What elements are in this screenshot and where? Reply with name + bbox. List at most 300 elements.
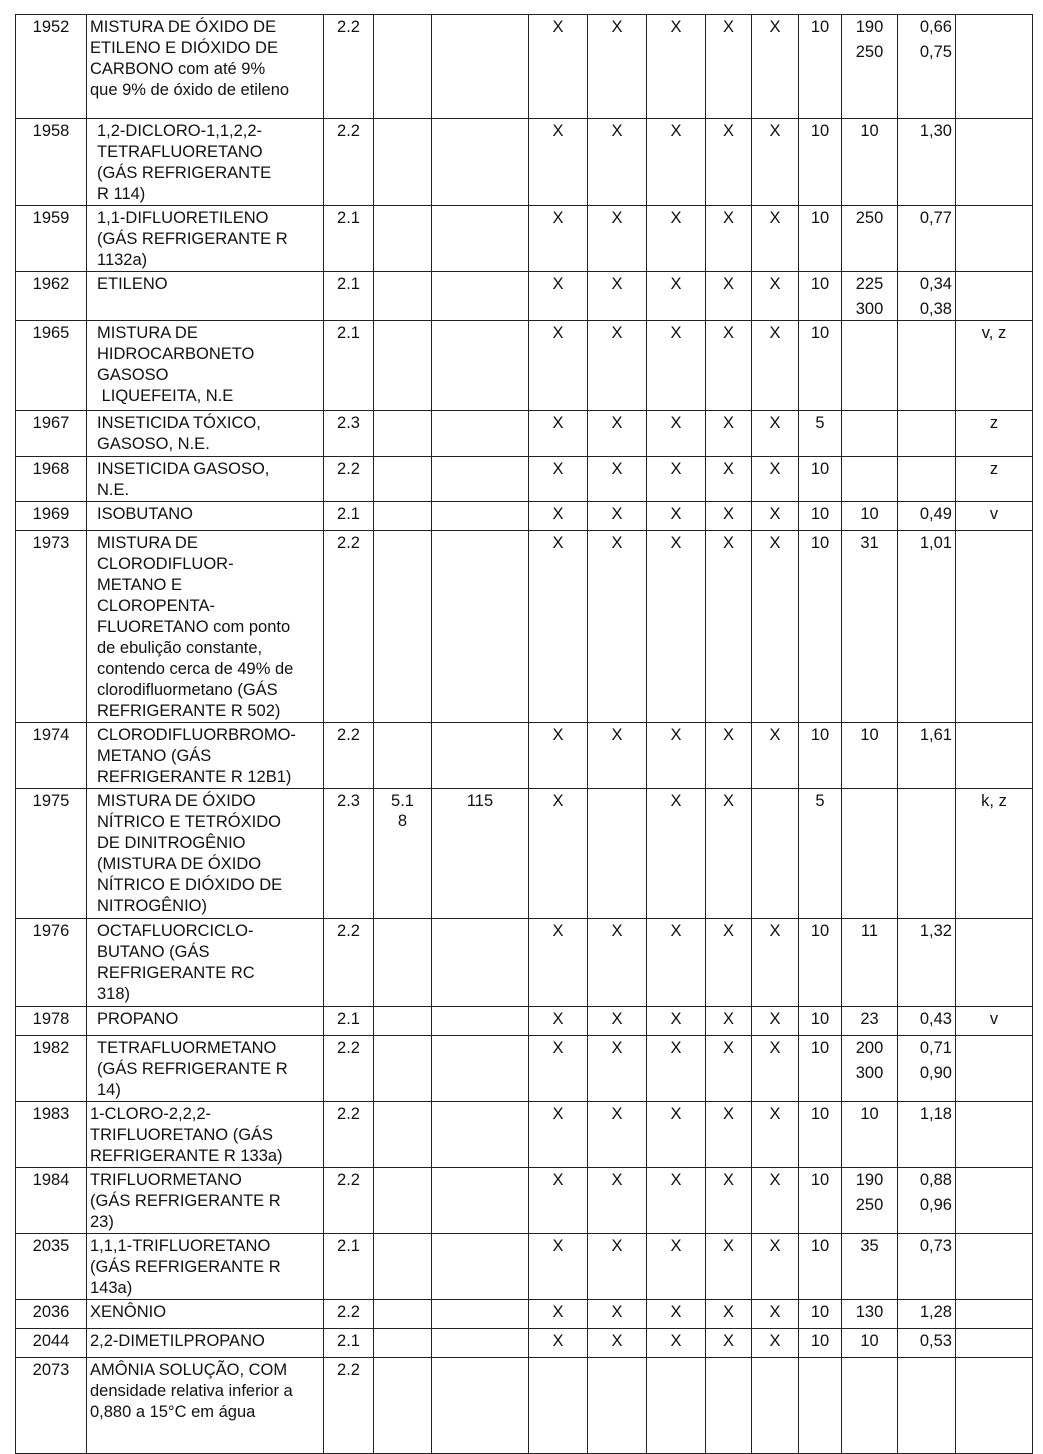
name-line: PROPANO <box>97 1010 179 1028</box>
lc50-cell <box>432 1329 529 1358</box>
substance-name-cell <box>87 1234 324 1300</box>
cell-line: 1,30 <box>919 122 952 140</box>
test-pressure-cell <box>842 1234 898 1300</box>
subsidiary-risk-cell <box>374 321 432 411</box>
cell-line: 0,38 <box>919 300 952 318</box>
un-number-cell: 2036 <box>16 1300 87 1329</box>
cell-line: 130 <box>855 1303 884 1321</box>
test-pressure-cell <box>842 789 898 919</box>
filling-ratio-cell <box>898 1300 956 1329</box>
table-row <box>16 119 1033 206</box>
filling-ratio-cell <box>898 15 956 119</box>
subsidiary-risk-cell <box>374 272 432 321</box>
name-line: HIDROCARBONETO <box>97 345 255 363</box>
name-line: (GÁS REFRIGERANTE R <box>90 1192 281 1210</box>
table-row <box>16 919 1033 1007</box>
table-row <box>16 1007 1033 1036</box>
class-cell: 2.3 <box>324 411 374 457</box>
name-line: CLORODIFLUORBROMO- <box>97 726 296 744</box>
name-line: REFRIGERANTE R 133a) <box>90 1147 283 1165</box>
cylinder-mark-cell: X <box>706 411 752 457</box>
filling-ratio-cell <box>898 206 956 272</box>
name-line: que 9% de óxido de etileno <box>90 81 290 99</box>
name-line: NÍTRICO E DIÓXIDO DE <box>97 876 283 894</box>
cylinder-mark-cell: X <box>706 1007 752 1036</box>
substance-name-cell <box>87 1007 324 1036</box>
special-provisions-cell <box>956 1102 1033 1168</box>
substance-name-cell <box>87 1300 324 1329</box>
test-period-cell: 10 <box>799 502 842 531</box>
cylinder-mark-cell: X <box>529 1036 588 1102</box>
un-number-cell: 1982 <box>16 1036 87 1102</box>
name-line: NÍTRICO E TETRÓXIDO <box>97 813 281 831</box>
un-number-cell: 1978 <box>16 1007 87 1036</box>
un-number-cell: 2044 <box>16 1329 87 1358</box>
subsidiary-risk-cell <box>374 1007 432 1036</box>
cylinder-mark-cell: X <box>706 1102 752 1168</box>
name-line: MISTURA DE ÓXIDO DE <box>90 18 277 36</box>
cylinder-mark-cell: X <box>752 321 799 411</box>
test-pressure-cell <box>842 1300 898 1329</box>
cylinder-mark-cell: X <box>647 789 706 919</box>
test-period-cell: 5 <box>799 411 842 457</box>
special-provisions-cell: k, z <box>956 789 1033 919</box>
substance-name-cell <box>87 411 324 457</box>
substance-name-cell <box>87 321 324 411</box>
cylinder-mark-cell <box>706 1358 752 1454</box>
cylinder-mark-cell: X <box>588 1036 647 1102</box>
name-line: densidade relativa inferior a <box>90 1382 293 1400</box>
cylinder-mark-cell: X <box>706 457 752 502</box>
class-cell: 2.2 <box>324 119 374 206</box>
lc50-cell <box>432 206 529 272</box>
lc50-cell <box>432 272 529 321</box>
table-row <box>16 723 1033 789</box>
cylinder-mark-cell: X <box>529 321 588 411</box>
table-row <box>16 206 1033 272</box>
test-pressure-cell <box>842 15 898 119</box>
special-provisions-cell: v <box>956 502 1033 531</box>
special-provisions-cell <box>956 1300 1033 1329</box>
name-line: CARBONO com até 9% <box>90 60 266 78</box>
cylinder-mark-cell: X <box>529 1234 588 1300</box>
name-line: CLORODIFLUOR- <box>97 555 234 573</box>
cylinder-mark-cell: X <box>588 1234 647 1300</box>
cylinder-mark-cell: X <box>588 502 647 531</box>
subsidiary-risk-cell <box>374 1300 432 1329</box>
name-line: GASOSO, N.E. <box>97 435 210 453</box>
filling-ratio-cell <box>898 919 956 1007</box>
name-line: (GÁS REFRIGERANTE R <box>97 230 288 248</box>
lc50-cell <box>432 411 529 457</box>
test-period-cell: 10 <box>799 1007 842 1036</box>
subsidiary-risk-cell <box>374 119 432 206</box>
cylinder-mark-cell: X <box>588 723 647 789</box>
cell-line: 0,96 <box>919 1196 952 1214</box>
substance-name-cell <box>87 206 324 272</box>
special-provisions-cell <box>956 272 1033 321</box>
table-row <box>16 321 1033 411</box>
test-period-cell: 10 <box>799 1329 842 1358</box>
cylinder-mark-cell: X <box>752 1036 799 1102</box>
cylinder-mark-cell: X <box>647 502 706 531</box>
special-provisions-cell <box>956 1358 1033 1454</box>
substance-name-cell <box>87 272 324 321</box>
class-cell: 2.1 <box>324 321 374 411</box>
cell-line: 31 <box>860 534 879 552</box>
cylinder-mark-cell: X <box>647 1036 706 1102</box>
subsidiary-risk-cell <box>374 1329 432 1358</box>
filling-ratio-cell <box>898 411 956 457</box>
test-period-cell: 10 <box>799 1300 842 1329</box>
filling-ratio-cell <box>898 272 956 321</box>
cell-line: 10 <box>860 122 879 140</box>
cylinder-mark-cell: X <box>706 119 752 206</box>
class-cell: 2.1 <box>324 1007 374 1036</box>
name-line: (GÁS REFRIGERANTE R <box>97 1060 288 1078</box>
lc50-cell <box>432 119 529 206</box>
test-pressure-cell <box>842 206 898 272</box>
name-line: 1,2-DICLORO-1,1,2,2- <box>97 122 263 140</box>
cylinder-mark-cell: X <box>529 1007 588 1036</box>
table-row <box>16 531 1033 723</box>
lc50-cell <box>432 1168 529 1234</box>
subsidiary-risk-cell <box>374 1036 432 1102</box>
test-pressure-cell <box>842 919 898 1007</box>
cell-line: 0,71 <box>919 1039 952 1057</box>
un-number-cell: 1968 <box>16 457 87 502</box>
un-number-cell: 1967 <box>16 411 87 457</box>
test-pressure-cell <box>842 531 898 723</box>
table-row <box>16 15 1033 119</box>
name-line: GASOSO <box>97 366 169 384</box>
test-pressure-cell <box>842 119 898 206</box>
cylinder-mark-cell: X <box>529 1102 588 1168</box>
un-number-cell: 1952 <box>16 15 87 119</box>
un-number-cell: 1965 <box>16 321 87 411</box>
cylinder-mark-cell: X <box>752 1234 799 1300</box>
special-provisions-cell <box>956 1329 1033 1358</box>
lc50-cell <box>432 531 529 723</box>
name-line: AMÔNIA SOLUÇÃO, COM <box>90 1361 288 1379</box>
cylinder-mark-cell: X <box>588 1329 647 1358</box>
cell-line: 10 <box>860 1332 879 1350</box>
substance-name-cell <box>87 919 324 1007</box>
test-period-cell: 10 <box>799 206 842 272</box>
cell-line: 0,77 <box>919 209 952 227</box>
cylinder-mark-cell: X <box>647 457 706 502</box>
cell-line: 250 <box>855 209 884 227</box>
cylinder-mark-cell <box>588 1358 647 1454</box>
cylinder-mark-cell: X <box>752 531 799 723</box>
class-cell: 2.1 <box>324 272 374 321</box>
class-cell: 2.2 <box>324 457 374 502</box>
name-line: DE DINITROGÊNIO <box>97 834 246 852</box>
table-row <box>16 1102 1033 1168</box>
filling-ratio-cell <box>898 1358 956 1454</box>
name-line: REFRIGERANTE RC <box>97 964 255 982</box>
dangerous-goods-table <box>15 14 1033 1454</box>
cylinder-mark-cell: X <box>706 15 752 119</box>
cell-line: 1,18 <box>919 1105 952 1123</box>
test-period-cell: 10 <box>799 119 842 206</box>
cylinder-mark-cell: X <box>752 15 799 119</box>
test-period-cell: 10 <box>799 919 842 1007</box>
name-line: (MISTURA DE ÓXIDO <box>97 855 262 873</box>
cell-line: 1,61 <box>919 726 952 744</box>
cylinder-mark-cell <box>752 1358 799 1454</box>
subsidiary-risk-cell <box>374 15 432 119</box>
cylinder-mark-cell: X <box>529 457 588 502</box>
cell-line: 0,66 <box>919 18 952 36</box>
test-pressure-cell <box>842 1329 898 1358</box>
test-period-cell: 10 <box>799 457 842 502</box>
cylinder-mark-cell: X <box>647 1007 706 1036</box>
un-number-cell: 1962 <box>16 272 87 321</box>
test-period-cell: 5 <box>799 789 842 919</box>
cell-line: 11 <box>860 922 879 940</box>
special-provisions-cell <box>956 1234 1033 1300</box>
cylinder-mark-cell: X <box>706 1329 752 1358</box>
cylinder-mark-cell: X <box>529 272 588 321</box>
subsidiary-risk-cell <box>374 919 432 1007</box>
test-pressure-cell <box>842 502 898 531</box>
filling-ratio-cell <box>898 457 956 502</box>
cell-line: 0,43 <box>919 1010 952 1028</box>
cylinder-mark-cell: X <box>529 502 588 531</box>
special-provisions-cell: z <box>956 411 1033 457</box>
cell-line: 300 <box>855 1064 884 1082</box>
cylinder-mark-cell: X <box>752 723 799 789</box>
cylinder-mark-cell: X <box>647 119 706 206</box>
test-pressure-cell <box>842 1358 898 1454</box>
substance-name-cell <box>87 1102 324 1168</box>
cell-line: 0,53 <box>919 1332 952 1350</box>
cylinder-mark-cell: X <box>706 1234 752 1300</box>
cell-line: 10 <box>860 1105 879 1123</box>
substance-name-cell <box>87 531 324 723</box>
cylinder-mark-cell: X <box>706 723 752 789</box>
cylinder-mark-cell: X <box>647 1234 706 1300</box>
table-row <box>16 1036 1033 1102</box>
subsidiary-risk-cell <box>374 723 432 789</box>
name-line: 23) <box>90 1213 114 1231</box>
test-pressure-cell <box>842 272 898 321</box>
cylinder-mark-cell: X <box>706 1168 752 1234</box>
special-provisions-cell <box>956 1168 1033 1234</box>
name-line: 318) <box>97 985 131 1003</box>
class-cell: 2.2 <box>324 531 374 723</box>
filling-ratio-cell <box>898 723 956 789</box>
cylinder-mark-cell: X <box>529 1168 588 1234</box>
cylinder-mark-cell: X <box>529 119 588 206</box>
name-line: ETILENO <box>97 275 168 293</box>
lc50-cell <box>432 1234 529 1300</box>
lc50-cell <box>432 15 529 119</box>
cell-line: 10 <box>860 726 879 744</box>
name-line: 1,1-DIFLUORETILENO <box>97 209 269 227</box>
cell-line: 23 <box>860 1010 879 1028</box>
name-line: OCTAFLUORCICLO- <box>97 922 254 940</box>
class-cell: 2.1 <box>324 1329 374 1358</box>
cylinder-mark-cell: X <box>529 531 588 723</box>
name-line: (GÁS REFRIGERANTE <box>97 164 272 182</box>
un-number-cell: 1973 <box>16 531 87 723</box>
cell-line: 0,34 <box>919 275 952 293</box>
un-number-cell: 1984 <box>16 1168 87 1234</box>
name-line: 14) <box>97 1081 121 1099</box>
cylinder-mark-cell: X <box>752 502 799 531</box>
cylinder-mark-cell <box>647 1358 706 1454</box>
test-pressure-cell <box>842 1168 898 1234</box>
cell-line: 10 <box>860 505 879 523</box>
cylinder-mark-cell: X <box>706 272 752 321</box>
class-cell: 2.1 <box>324 502 374 531</box>
name-line: (GÁS REFRIGERANTE R <box>90 1258 281 1276</box>
cylinder-mark-cell: X <box>588 272 647 321</box>
cell-line: 0,88 <box>919 1171 952 1189</box>
test-pressure-cell <box>842 723 898 789</box>
table-row <box>16 1329 1033 1358</box>
name-line: de ebulição constante, <box>97 639 263 657</box>
substance-name-cell <box>87 723 324 789</box>
name-line: FLUORETANO com ponto <box>97 618 291 636</box>
filling-ratio-cell <box>898 789 956 919</box>
cylinder-mark-cell: X <box>588 411 647 457</box>
substance-name-cell <box>87 1168 324 1234</box>
cell-line: 0,49 <box>919 505 952 523</box>
cylinder-mark-cell: X <box>588 531 647 723</box>
name-line: 1,1,1-TRIFLUORETANO <box>90 1237 271 1255</box>
cell-line: 0,73 <box>919 1237 952 1255</box>
cylinder-mark-cell: X <box>647 723 706 789</box>
test-period-cell: 10 <box>799 321 842 411</box>
cylinder-mark-cell: X <box>706 502 752 531</box>
cylinder-mark-cell: X <box>529 1329 588 1358</box>
name-line: TETRAFLUORETANO <box>97 143 263 161</box>
cell-line: 250 <box>855 43 884 61</box>
cylinder-mark-cell: X <box>706 531 752 723</box>
cylinder-mark-cell: X <box>529 15 588 119</box>
special-provisions-cell: v, z <box>956 321 1033 411</box>
special-provisions-cell <box>956 119 1033 206</box>
test-period-cell: 10 <box>799 15 842 119</box>
cell-line: 0,90 <box>919 1064 952 1082</box>
name-line: ISOBUTANO <box>97 505 193 523</box>
test-period-cell: 10 <box>799 723 842 789</box>
cylinder-mark-cell: X <box>752 1300 799 1329</box>
un-number-cell: 1969 <box>16 502 87 531</box>
cylinder-mark-cell: X <box>647 321 706 411</box>
cylinder-mark-cell: X <box>647 1329 706 1358</box>
class-cell: 2.2 <box>324 919 374 1007</box>
cell-line: 300 <box>855 300 884 318</box>
cylinder-mark-cell <box>752 789 799 919</box>
substance-name-cell <box>87 457 324 502</box>
name-line: N.E. <box>97 481 130 499</box>
cylinder-mark-cell: X <box>588 1168 647 1234</box>
filling-ratio-cell <box>898 531 956 723</box>
cylinder-mark-cell: X <box>706 206 752 272</box>
table-row <box>16 411 1033 457</box>
cell-line: 1,32 <box>919 922 952 940</box>
cylinder-mark-cell: X <box>752 119 799 206</box>
filling-ratio-cell <box>898 1168 956 1234</box>
test-period-cell: 10 <box>799 1168 842 1234</box>
un-number-cell: 2035 <box>16 1234 87 1300</box>
special-provisions-cell <box>956 15 1033 119</box>
substance-name-cell <box>87 789 324 919</box>
special-provisions-cell: z <box>956 457 1033 502</box>
name-line: REFRIGERANTE R 502) <box>97 702 281 720</box>
cell-line: 35 <box>860 1237 879 1255</box>
cell-line: 200 <box>855 1039 884 1057</box>
name-line: ETILENO E DIÓXIDO DE <box>90 39 278 57</box>
filling-ratio-cell <box>898 119 956 206</box>
filling-ratio-cell <box>898 1329 956 1358</box>
substance-name-cell <box>87 1358 324 1454</box>
cylinder-mark-cell: X <box>588 1102 647 1168</box>
test-pressure-cell <box>842 321 898 411</box>
substance-name-cell <box>87 1329 324 1358</box>
cell-line: 190 <box>855 18 884 36</box>
cylinder-mark-cell: X <box>529 789 588 919</box>
substance-name-cell <box>87 502 324 531</box>
cell-line: 1,01 <box>919 534 952 552</box>
cylinder-mark-cell: X <box>752 1168 799 1234</box>
lc50-cell <box>432 1036 529 1102</box>
cell-line: 225 <box>855 275 884 293</box>
test-pressure-cell <box>842 1036 898 1102</box>
cylinder-mark-cell: X <box>588 15 647 119</box>
lc50-cell <box>432 1102 529 1168</box>
cylinder-mark-cell: X <box>752 272 799 321</box>
table-row <box>16 1168 1033 1234</box>
un-number-cell: 1976 <box>16 919 87 1007</box>
name-line: 143a) <box>90 1279 133 1297</box>
table-body <box>16 15 1033 1454</box>
cell-line: 0,75 <box>919 43 952 61</box>
filling-ratio-cell <box>898 1036 956 1102</box>
table-row <box>16 457 1033 502</box>
cylinder-mark-cell <box>588 789 647 919</box>
test-period-cell: 10 <box>799 1036 842 1102</box>
cylinder-mark-cell: X <box>647 531 706 723</box>
class-cell: 2.2 <box>324 1036 374 1102</box>
class-cell: 2.2 <box>324 723 374 789</box>
lc50-cell <box>432 1300 529 1329</box>
special-provisions-cell <box>956 206 1033 272</box>
name-line: 1132a) <box>97 251 148 269</box>
name-line: LIQUEFEITA, N.E <box>97 387 234 405</box>
special-provisions-cell <box>956 919 1033 1007</box>
name-line: METANO E <box>97 576 182 594</box>
cell-line: 190 <box>855 1171 884 1189</box>
cylinder-mark-cell: X <box>588 1300 647 1329</box>
subsidiary-risk-cell: 5.1 8 <box>374 789 432 919</box>
cylinder-mark-cell: X <box>752 1329 799 1358</box>
cylinder-mark-cell <box>529 1358 588 1454</box>
subsidiary-risk-cell <box>374 206 432 272</box>
un-number-cell: 2073 <box>16 1358 87 1454</box>
special-provisions-cell <box>956 1036 1033 1102</box>
lc50-cell <box>432 321 529 411</box>
cylinder-mark-cell: X <box>752 457 799 502</box>
cylinder-mark-cell: X <box>588 119 647 206</box>
subsidiary-risk-cell <box>374 1168 432 1234</box>
filling-ratio-cell <box>898 502 956 531</box>
lc50-cell: 115 <box>432 789 529 919</box>
